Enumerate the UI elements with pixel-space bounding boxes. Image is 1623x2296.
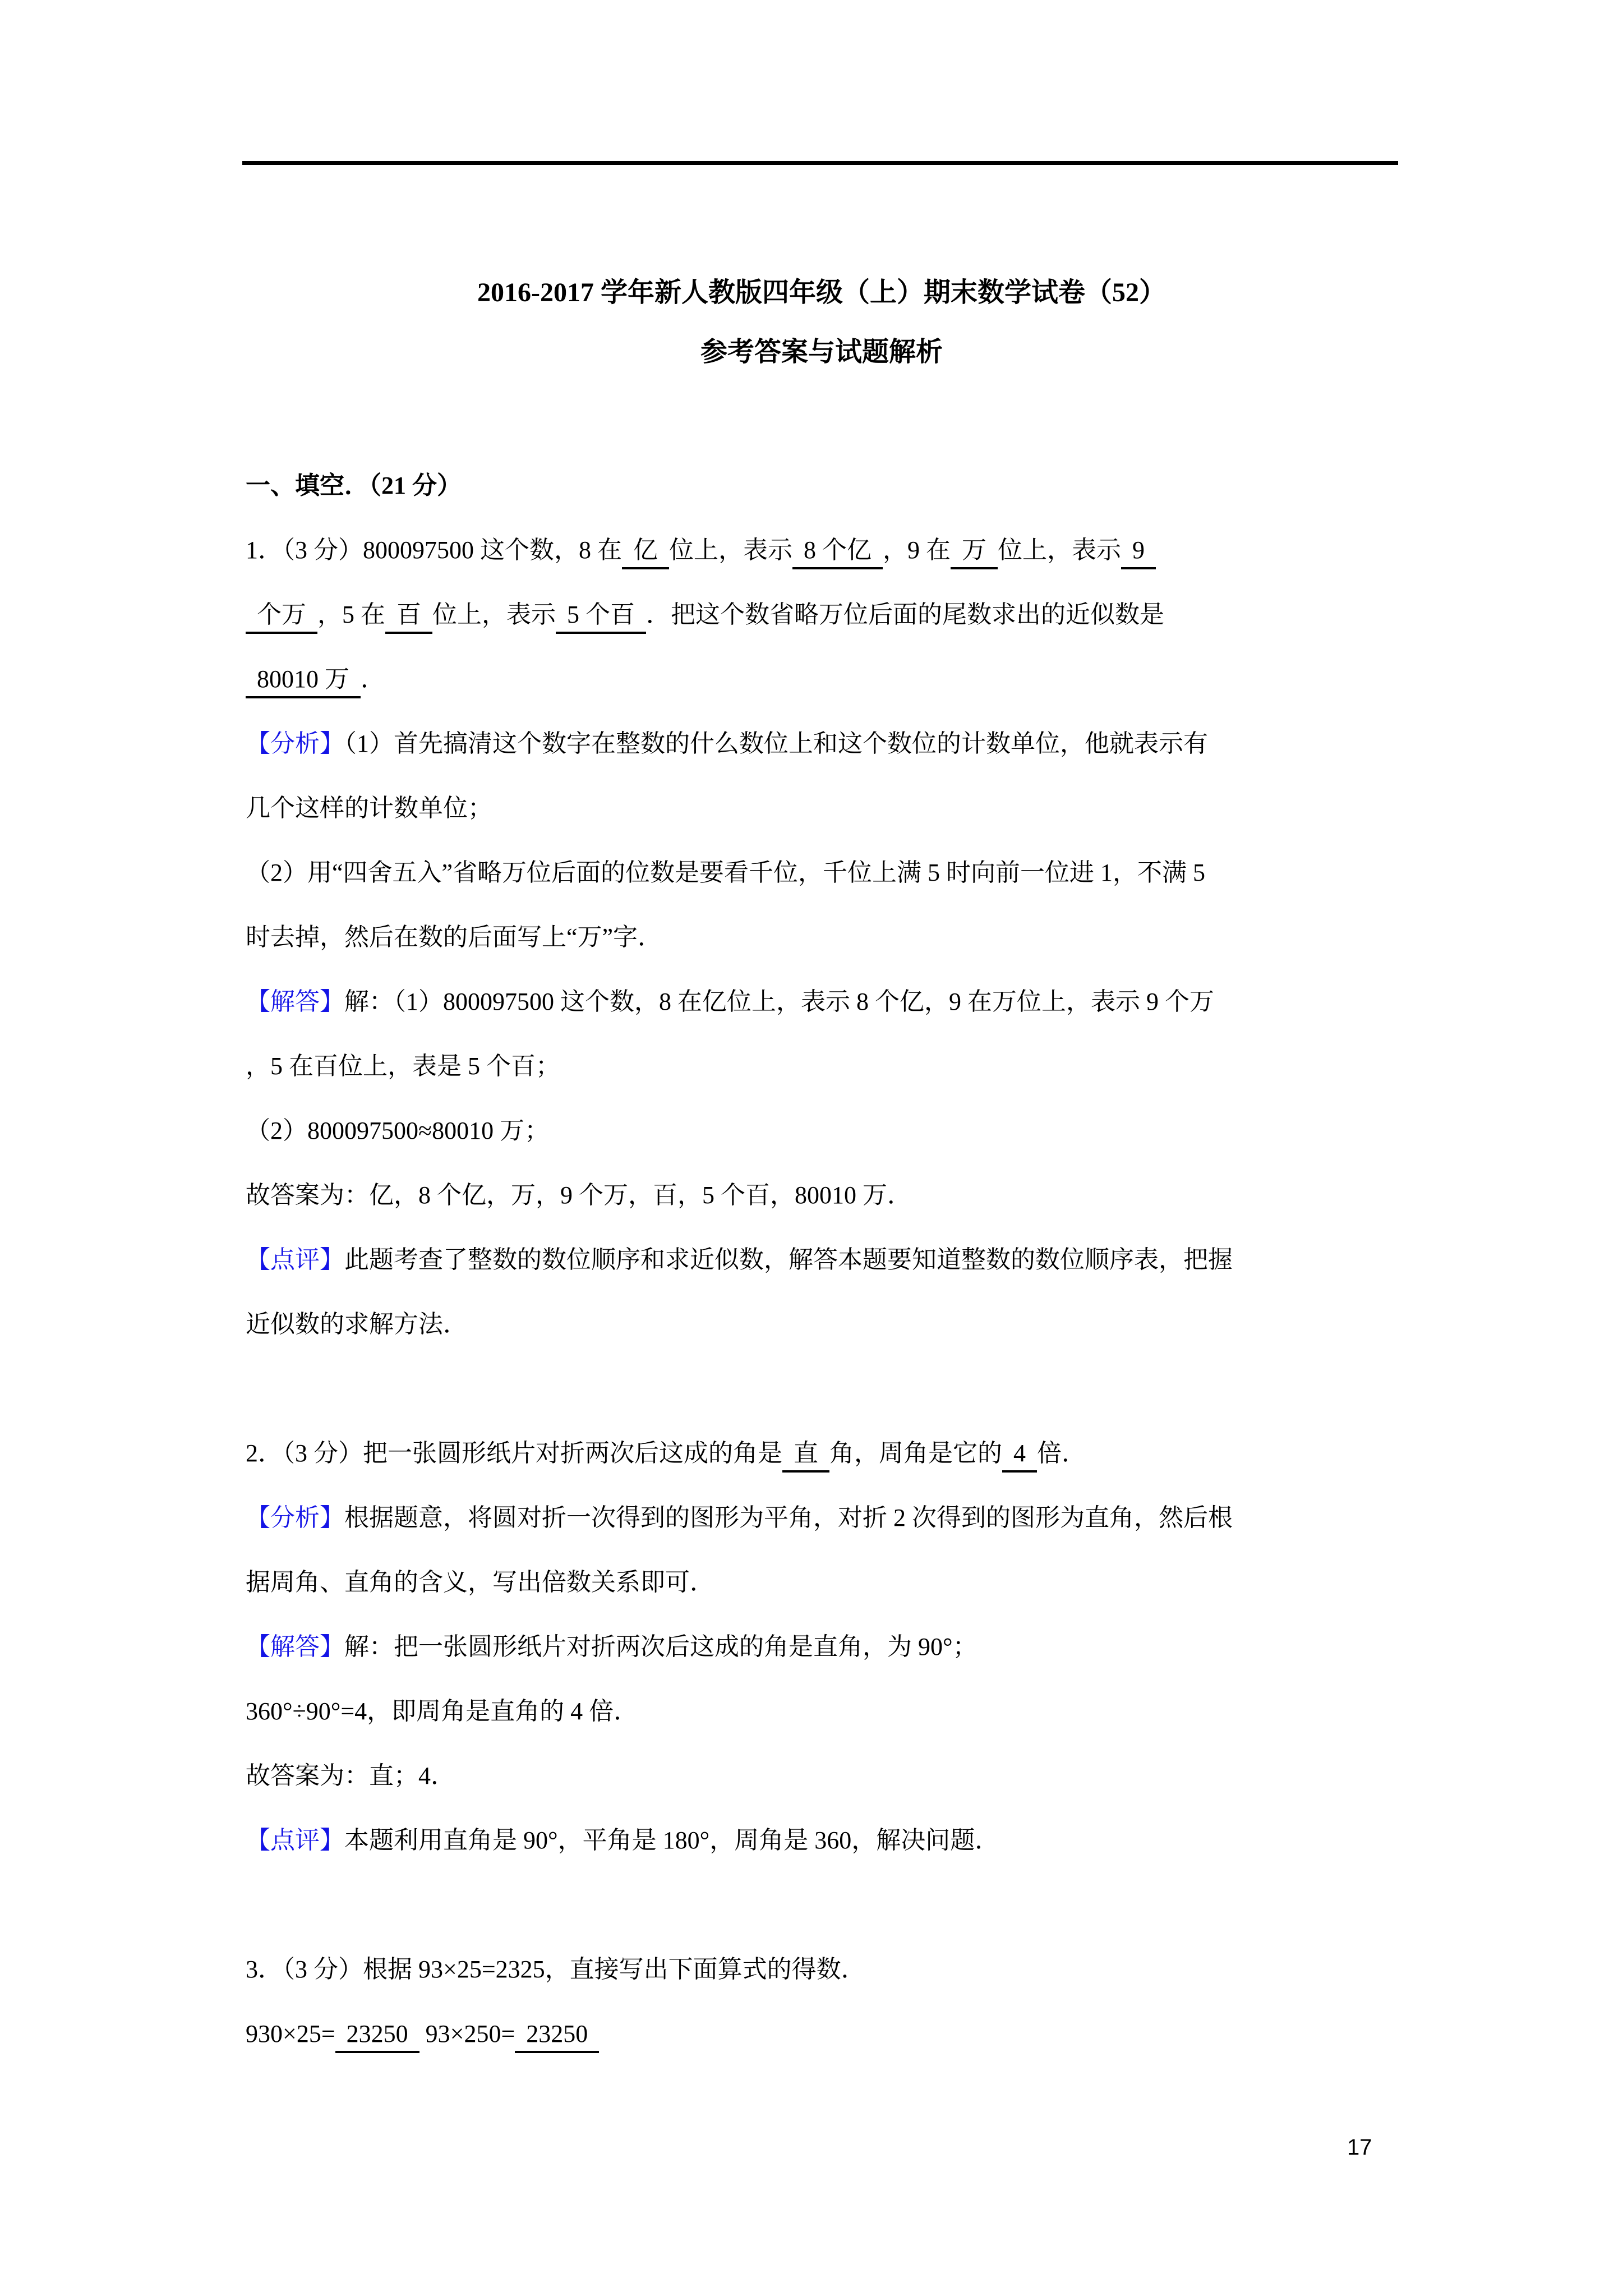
section-label: 【分析】 xyxy=(246,1504,344,1531)
text-line xyxy=(246,2001,1401,2066)
section-label: 【点评】 xyxy=(246,1246,344,1273)
text-run: 几个这样的计数单位； xyxy=(246,794,492,822)
text-line xyxy=(246,1550,1401,1614)
answer-blank: 80010 万 xyxy=(246,665,361,698)
text-line xyxy=(246,1485,1401,1550)
text-run: ，9 在 xyxy=(883,536,951,564)
document-subtitle: 参考答案与试题解析 xyxy=(700,337,943,367)
answer-blank: 23250 xyxy=(335,2020,419,2053)
text-run: 本题利用直角是 90°，平角是 180°，周角是 360，解决问题． xyxy=(344,1826,1000,1854)
text-run: 930×25= xyxy=(246,2020,335,2047)
text-run: 位上，表示 xyxy=(998,536,1121,564)
text-run: 根据题意，将圆对折一次得到的图形为平角，对折 2 次得到的图形为直角，然后根 xyxy=(344,1504,1233,1531)
text-line xyxy=(246,905,1401,969)
text-run: （1）首先搞清这个数字在整数的什么数位上和这个数位的计数单位，他就表示有 xyxy=(344,730,1208,757)
section-label: 【分析】 xyxy=(246,730,344,757)
text-run: 解：（1）800097500 这个数，8 在亿位上，表示 8 个亿，9 在万位上，表示 9 个万 xyxy=(344,988,1214,1015)
text-run: 此题考查了整数的数位顺序和求近似数，解答本题要知道整数的数位顺序表，把握 xyxy=(344,1246,1233,1273)
text-line xyxy=(246,776,1401,840)
text-line xyxy=(246,1163,1401,1227)
text-line xyxy=(246,518,1401,582)
text-run: 1．（3 分）800097500 这个数，8 在 xyxy=(246,536,622,564)
text-line xyxy=(246,1614,1401,1679)
section-label: 【点评】 xyxy=(246,1826,344,1854)
answer-blank: 4 xyxy=(1002,1439,1037,1473)
text-run: 时去掉，然后在数的后面写上“万”字． xyxy=(246,923,663,951)
text-line xyxy=(246,1679,1401,1743)
text-run: 故答案为：亿，8 个亿，万，9 个万，百，5 个百，80010 万． xyxy=(246,1181,912,1209)
answer-blank: 8 个亿 xyxy=(792,536,883,569)
text-line xyxy=(246,969,1401,1034)
text-run: （2）800097500≈80010 万； xyxy=(246,1117,550,1144)
blank-line xyxy=(246,1356,1401,1421)
text-line xyxy=(246,1034,1401,1098)
text-line xyxy=(246,1421,1401,1485)
text-run: 解：把一张圆形纸片对折两次后这成的角是直角，为 90°； xyxy=(344,1633,978,1660)
text-line xyxy=(246,1808,1401,1872)
document-title: 2016-2017 学年新人教版四年级（上）期末数学试卷（52） xyxy=(477,278,1166,307)
text-run: ，5 在百位上，表是 5 个百； xyxy=(246,1052,560,1080)
answer-blank: 个万 xyxy=(246,601,317,634)
text-run: 倍． xyxy=(1037,1439,1086,1467)
text-line xyxy=(246,1292,1401,1356)
text-line xyxy=(246,1227,1401,1292)
text-line xyxy=(246,1743,1401,1808)
text-run: 近似数的求解方法． xyxy=(246,1310,468,1338)
answer-blank: 直 xyxy=(782,1439,829,1473)
text-run: 位上，表示 xyxy=(432,601,556,628)
text-line xyxy=(246,582,1401,647)
section-label: 【解答】 xyxy=(246,988,344,1015)
text-run: （2）用“四舍五入”省略万位后面的位数是要看千位，千位上满 5 时向前一位进 1，不满 5 xyxy=(246,859,1206,886)
answer-blank: 9 xyxy=(1121,536,1156,569)
text-run: 3．（3 分）根据 93×25=2325，直接写出下面算式的得数． xyxy=(246,1955,866,1983)
text-line xyxy=(246,1937,1401,2001)
text-run: 2．（3 分）把一张圆形纸片对折两次后这成的角是 xyxy=(246,1439,782,1467)
text-run: ．把这个数省略万位后面的尾数求出的近似数是 xyxy=(646,601,1164,628)
text-run: 360°÷90°=4，即周角是直角的 4 倍． xyxy=(246,1697,639,1725)
text-line xyxy=(246,711,1401,776)
text-line xyxy=(246,453,1401,518)
text-line xyxy=(246,1098,1401,1163)
text-run: 93×250= xyxy=(425,2020,515,2047)
answer-blank: 亿 xyxy=(622,536,669,569)
answer-blank: 23250 xyxy=(515,2020,599,2053)
answer-blank: 万 xyxy=(951,536,998,569)
text-run: 角，周角是它的 xyxy=(829,1439,1002,1467)
document-body xyxy=(246,453,1401,2066)
blank-line xyxy=(246,1872,1401,1937)
text-run: ，5 在 xyxy=(317,601,385,628)
text-run: 一、填空．（21 分） xyxy=(246,472,462,499)
text-run: ． xyxy=(361,665,385,693)
text-run: 故答案为：直；4． xyxy=(246,1762,455,1789)
text-run xyxy=(419,2020,426,2047)
text-line xyxy=(246,840,1401,905)
text-run: 位上，表示 xyxy=(669,536,792,564)
text-line xyxy=(246,647,1401,711)
header-rule xyxy=(242,161,1398,165)
section-label: 【解答】 xyxy=(246,1633,344,1660)
answer-blank: 5 个百 xyxy=(556,601,646,634)
text-run: 据周角、直角的含义，写出倍数关系即可． xyxy=(246,1568,714,1596)
answer-blank: 百 xyxy=(385,601,432,634)
page-number: 17 xyxy=(1347,2135,1372,2160)
